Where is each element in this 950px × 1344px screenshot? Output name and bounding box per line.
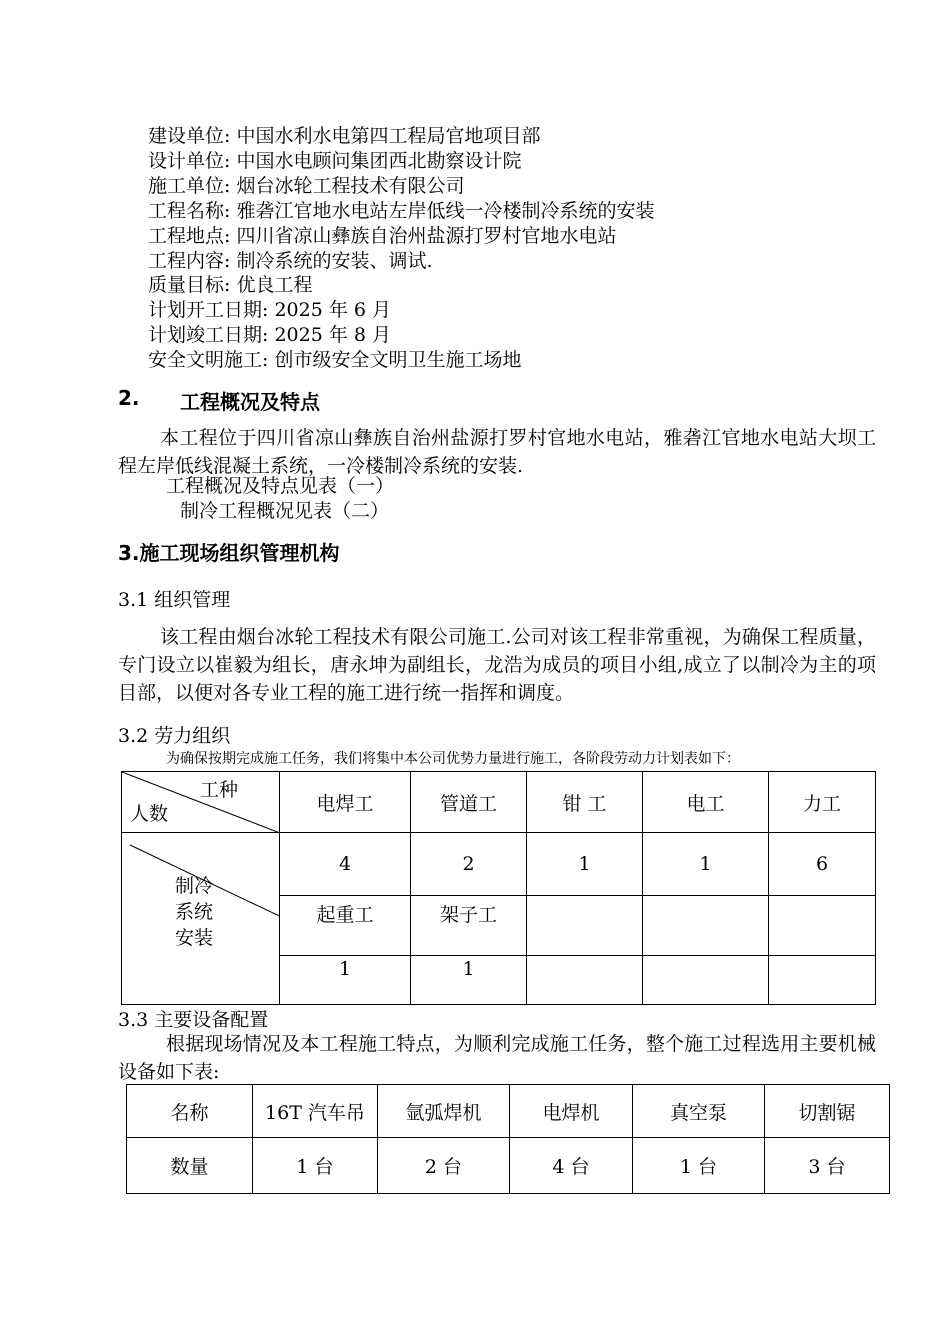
worker-count: 1 — [527, 833, 643, 896]
worker-count: 4 — [280, 833, 411, 896]
labor-corner-cell — [122, 772, 280, 833]
worker-count: 1 — [411, 956, 527, 1005]
section3-2-title: 3.2 劳力组织 — [118, 725, 231, 747]
labor-corner-bottom: 人数 — [130, 803, 169, 825]
empty-cell — [643, 896, 769, 956]
trade-header: 管道工 — [411, 772, 527, 833]
equipment-header-cell: 电焊机 — [510, 1085, 633, 1138]
equipment-header-cell: 16T 汽车吊 — [253, 1085, 378, 1138]
section3-3-paragraph: 根据现场情况及本工程施工特点，为顺利完成施工任务，整个施工过程选用主要机械设备如下表: — [118, 1033, 876, 1083]
trade-header: 电焊工 — [280, 772, 411, 833]
empty-cell — [527, 956, 643, 1005]
info-line-safety: 安全文明施工: 创市级安全文明卫生施工场地 — [148, 349, 522, 371]
equipment-quantity-cell: 数量 — [127, 1138, 253, 1194]
equipment-header-cell: 名称 — [127, 1085, 253, 1138]
worker-count: 6 — [769, 833, 876, 896]
equipment-quantity-cell: 3 台 — [765, 1138, 890, 1194]
section3-1-paragraph: 该工程由烟台冰轮工程技术有限公司施工.公司对该工程非常重视，为确保工程质量，专门设立以崔毅为组长，唐永坤为副组长，龙浩为成员的项目小组,成立了以制冷为主的项目部，以便对各专业工程的施工进行统一指挥和调度。 — [118, 626, 876, 704]
empty-cell — [527, 896, 643, 956]
trade-header: 电工 — [643, 772, 769, 833]
trade-header: 起重工 — [280, 896, 411, 956]
info-line-project-name: 工程名称: 雅砻江官地水电站左岸低线一冷楼制冷系统的安装 — [148, 200, 655, 222]
section3-2-note: 为确保按期完成施工任务，我们将集中本公司优势力量进行施工，各阶段劳动力计划表如下： — [166, 751, 740, 767]
worker-count: 1 — [280, 956, 411, 1005]
section3-3-title: 3.3 主要设备配置 — [118, 1009, 269, 1031]
equipment-header-cell: 真空泵 — [633, 1085, 765, 1138]
trade-header: 力工 — [769, 772, 876, 833]
equipment-quantity-cell: 1 台 — [253, 1138, 378, 1194]
row-label-line: 安装 — [174, 927, 213, 949]
equipment-quantity-cell: 1 台 — [633, 1138, 765, 1194]
section3-1-title: 3.1 组织管理 — [118, 589, 231, 611]
info-line-location: 工程地点: 四川省凉山彝族自治州盐源打罗村官地水电站 — [148, 225, 617, 247]
trade-header: 架子工 — [411, 896, 527, 956]
equipment-quantity-cell: 4 台 — [510, 1138, 633, 1194]
equipment-table — [126, 1084, 890, 1194]
empty-cell — [769, 896, 876, 956]
info-line-design-unit: 设计单位: 中国水电顾问集团西北勘察设计院 — [148, 150, 522, 172]
section2-title: 工程概况及特点 — [180, 390, 320, 414]
equipment-header-cell: 切割锯 — [765, 1085, 890, 1138]
row-label-line: 制冷 — [174, 875, 213, 897]
info-line-quality: 质量目标: 优良工程 — [148, 274, 313, 296]
info-line-start-date: 计划开工日期: 2025 年 6 月 — [148, 299, 392, 321]
empty-cell — [769, 956, 876, 1005]
worker-count: 1 — [643, 833, 769, 896]
info-line-contractor: 施工单位: 烟台冰轮工程技术有限公司 — [148, 175, 465, 197]
labor-corner-top: 工种 — [200, 779, 239, 801]
info-line-content: 工程内容: 制冷系统的安装、调试. — [148, 250, 433, 272]
worker-count: 2 — [411, 833, 527, 896]
equipment-header-cell: 氩弧焊机 — [378, 1085, 510, 1138]
row-label-line: 系统 — [174, 901, 213, 923]
info-line-construction-unit: 建设单位: 中国水利水电第四工程局官地项目部 — [148, 125, 541, 147]
labor-row-label-cell — [122, 833, 280, 1005]
section2-table-ref-2: 制冷工程概况见表（二） — [180, 500, 390, 522]
empty-cell — [643, 956, 769, 1005]
info-line-finish-date: 计划竣工日期: 2025 年 8 月 — [148, 324, 392, 346]
section2-paragraph: 本工程位于四川省凉山彝族自治州盐源打罗村官地水电站，雅砻江官地水电站大坝工程左岸低线混凝土系统，一冷楼制冷系统的安装. — [118, 427, 876, 477]
section2-table-ref-1: 工程概况及特点见表（一） — [166, 475, 395, 497]
section3-title: 3.施工现场组织管理机构 — [118, 541, 340, 565]
labor-table — [121, 771, 876, 1005]
equipment-quantity-cell: 2 台 — [378, 1138, 510, 1194]
section2-number: 2. — [118, 386, 140, 410]
trade-header: 钳 工 — [527, 772, 643, 833]
